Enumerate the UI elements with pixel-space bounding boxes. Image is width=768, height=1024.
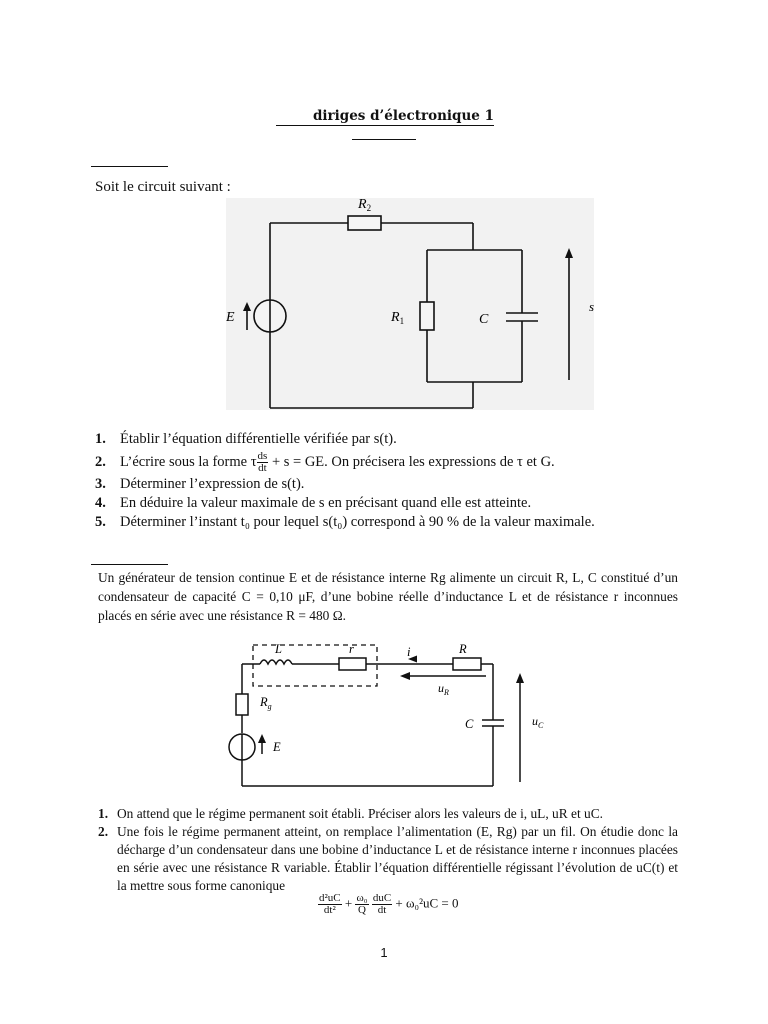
exercise2-questions — [98, 805, 678, 895]
l-label: L — [275, 642, 282, 656]
c-label: C — [479, 312, 489, 327]
rg-label: $R_g$ — [260, 695, 272, 711]
question-1: 1. Établir l’équation différentielle vérifiée par s(t). — [95, 431, 397, 447]
e-label: E — [226, 310, 235, 325]
r1-label: $R_1$ — [391, 310, 405, 326]
r-small-label: r — [349, 642, 354, 656]
r-label: R — [459, 642, 467, 656]
question-5: 5. Déterminer l’instant t₀ pour lequel s(t₀) correspond à 90 % de la valeur maximale. — [95, 514, 595, 530]
s-label: s — [589, 299, 595, 314]
e-arrow-head — [258, 734, 266, 743]
exercise2-heading-rule — [91, 564, 168, 565]
i-label: i — [407, 645, 411, 659]
exercise1-heading-rule — [91, 166, 168, 167]
circuit-rc-diagram — [226, 198, 606, 412]
canonical-equation: $\frac{\text{d²uC}}{\text{dt²}}$ + $\frac{\text{ω₀}}{Q}$ $\frac{\text{duC}}{dt}$ + ω₀²uC = 0 — [319, 892, 459, 916]
exercise1-questions — [95, 430, 595, 532]
c-label: C — [465, 717, 474, 731]
question-3: 3. Déterminer l’expression de s(t). — [95, 476, 305, 492]
question-2: 2. Une fois le régime permanent atteint, on remplace l’alimentation (E, Rg) par un fil. On étudie donc la décharge d’un condensateur dans une bobine d’inductance L et de résistance interne r inconnues placées en série avec une résistance R variable. Établir l’équation différentielle régissant l’évolution de uC(t) et la mettre sous forme canonique — [98, 824, 678, 893]
exercise2-paragraph: Un générateur de tension continue E et de résistance interne Rg alimente un circuit R, L, C constitué d’un condensateur de capacité C = 0,10 μF, d’une bobine réelle d’inductance L et de résistance r inconnues placés en série avec une résistance R = 480 Ω. — [98, 570, 678, 623]
uc-arrow-head — [516, 673, 524, 683]
exercise1-intro: Soit le circuit suivant : — [95, 179, 231, 195]
circuit-rlc-diagram — [220, 636, 560, 796]
e-label: E — [273, 740, 281, 754]
ur-arrow-head — [400, 672, 410, 680]
page-number: 1 — [380, 945, 388, 960]
title-underline — [352, 139, 416, 140]
uc-label: $u_C$ — [532, 714, 544, 730]
ds-dt-fraction: $\frac{ds}{dt}$ — [257, 450, 268, 475]
second-derivative-fraction: $\frac{\text{d²uC}}{\text{dt²}}$ — [319, 892, 341, 916]
question-2: 2. L’écrire sous la forme τ $\frac{ds}{dt}$ + s = GE. On précisera les expressions de τ et G. — [95, 450, 555, 475]
first-derivative-fraction: $\frac{\text{duC}}{dt}$ — [372, 892, 392, 916]
question-4: 4. En déduire la valeur maximale de s en précisant quand elle est atteinte. — [95, 495, 532, 511]
omega-over-q-fraction: $\frac{\text{ω₀}}{Q}$ — [356, 892, 368, 916]
r2-label: $R_2$ — [358, 198, 372, 213]
ur-label: $u_R$ — [438, 681, 449, 697]
page-title: diriges d’électronique 1 — [276, 108, 494, 126]
question-1: 1. On attend que le régime permanent soit établi. Préciser alors les valeurs de i, uL, uR et uC. — [98, 806, 604, 821]
